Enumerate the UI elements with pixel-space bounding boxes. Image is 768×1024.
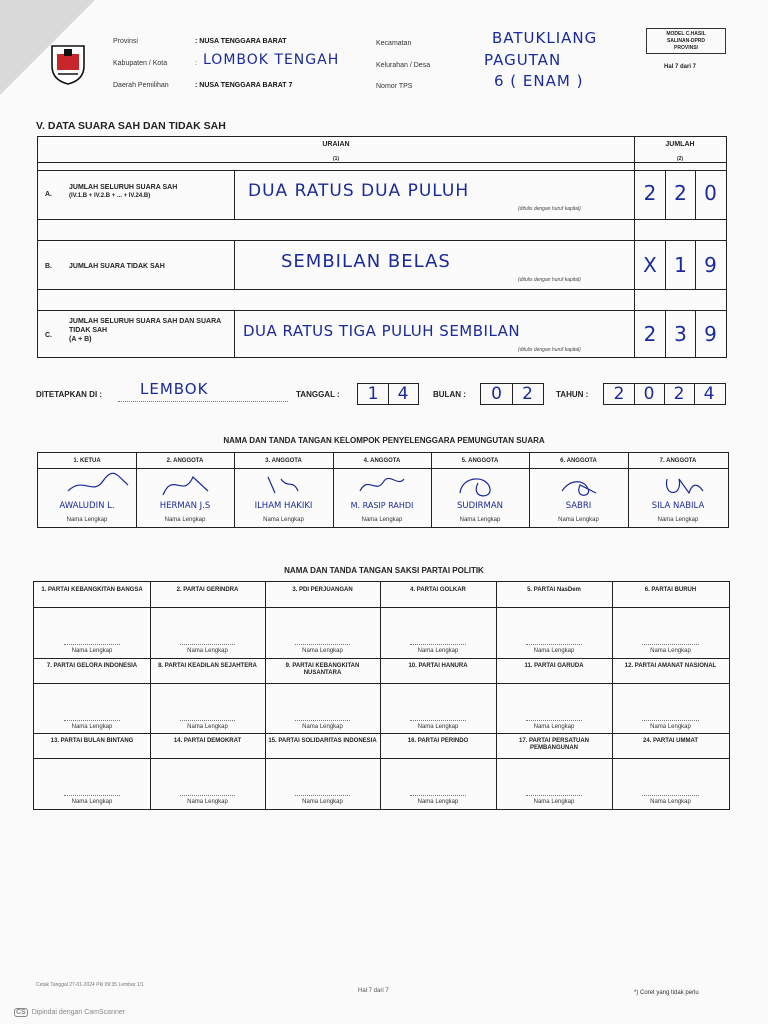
kpps-name-7: SILA NABILA: [651, 501, 705, 511]
vote-summary-table: [37, 136, 727, 358]
kpps-role-7: 7. ANGGOTA: [659, 458, 697, 464]
row-c-capital-note: (ditulis dengan huruf kapital): [518, 347, 581, 353]
dapil-value: : NUSA TENGGARA BARAT 7: [195, 82, 293, 89]
ditetapkan-value: LEMBOK: [140, 380, 209, 398]
tahun-digit-1: 2: [613, 384, 625, 404]
row-b-letter: B.: [45, 263, 52, 270]
kpps-role-2: 2. ANGGOTA: [166, 458, 204, 464]
kelurahan-value: PAGUTAN: [484, 51, 562, 69]
row-c-digit-2: 3: [674, 322, 687, 346]
saksi-party-header: 4. PARTAI GOLKAR: [410, 587, 466, 593]
ditetapkan-dotted-line: [118, 401, 288, 402]
print-info: Cetak Tanggal 27-01-2024 Pkl 09:35 Lembar 1/1: [36, 982, 144, 988]
saksi-name-line: [64, 795, 120, 796]
row-c-label: [69, 317, 229, 344]
row-a-letter: A.: [45, 191, 52, 198]
kpps-caption-7: Nama Lengkap: [657, 517, 699, 523]
header-divider: [38, 162, 726, 163]
kpps-caption-4: Nama Lengkap: [361, 517, 403, 523]
tanggal-box: [357, 383, 419, 405]
tahun-digit-4: 4: [703, 384, 715, 404]
saksi-row-divider-2: [34, 658, 729, 659]
saksi-row-divider-4: [34, 733, 729, 734]
row-b-capital-note: (ditulis dengan huruf kapital): [518, 277, 581, 283]
saksi-name-caption: Nama Lengkap: [302, 799, 343, 805]
saksi-name-line: [410, 795, 466, 796]
scanner-watermark: [14, 1008, 125, 1017]
kpps-role-5: 5. ANGGOTA: [461, 458, 499, 464]
saksi-name-caption: Nama Lengkap: [533, 724, 575, 730]
saksi-name-line: [642, 795, 699, 796]
row-b-digit-3: 9: [704, 253, 717, 277]
kpps-title: NAMA DAN TANDA TANGAN KELOMPOK PENYELENGGARA PEMUNGUTAN SUARA: [223, 436, 545, 445]
camscanner-icon: CS: [16, 1009, 26, 1016]
col-uraian-header: URAIAN: [322, 141, 350, 148]
saksi-party-header: 14. PARTAI DEMOKRAT: [173, 738, 242, 744]
tps-label: Nomor TPS: [376, 83, 413, 90]
saksi-name-caption: Nama Lengkap: [187, 799, 228, 805]
tanggal-digit-1: 1: [367, 384, 379, 404]
row-a: [38, 170, 726, 220]
row-c-words: DUA RATUS TIGA PULUH SEMBILAN: [243, 322, 521, 340]
kpps-name-5: SUDIRMAN: [456, 501, 504, 511]
row-b-label: JUMLAH SUARA TIDAK SAH: [69, 263, 165, 270]
saksi-name-line: [526, 644, 582, 645]
signature-anggota-4: [350, 469, 410, 501]
saksi-name-caption: Nama Lengkap: [302, 724, 343, 730]
row-c-label-text: JUMLAH SELURUH SUARA SAH DAN SUARA TIDAK SAH: [69, 318, 221, 334]
saksi-name-caption: Nama Lengkap: [187, 724, 228, 730]
bulan-label: BULAN :: [433, 390, 466, 399]
saksi-row-divider-5: [34, 758, 729, 759]
tps-value: 6 ( ENAM ): [494, 72, 584, 90]
row-a-label: [69, 183, 229, 201]
saksi-name-line: [410, 720, 466, 721]
row-c-digit-3: 9: [704, 322, 717, 346]
signature-anggota-7: [653, 469, 713, 501]
page-number-top: Hal 7 dari 7: [664, 64, 697, 70]
tanggal-digit-2: 4: [397, 384, 409, 404]
tahun-digit-3: 2: [673, 384, 685, 404]
row-c: [38, 310, 726, 358]
section-title: V. DATA SUARA SAH DAN TIDAK SAH: [36, 120, 226, 132]
saksi-name-caption: Nama Lengkap: [71, 648, 113, 654]
saksi-name-caption: Nama Lengkap: [650, 724, 691, 730]
kecamatan-label: Kecamatan: [376, 40, 412, 47]
row-a-capital-note: (ditulis dengan huruf kapital): [518, 206, 581, 212]
saksi-name-line: [642, 644, 699, 645]
kelurahan-label: Kelurahan / Desa: [376, 62, 431, 69]
signature-anggota-3: [253, 469, 313, 501]
model-box-line-3: PROVINSI: [674, 45, 698, 51]
scanner-text: Dipindai dengan CamScanner: [31, 1009, 126, 1016]
model-box: [646, 28, 726, 54]
saksi-name-caption: Nama Lengkap: [533, 648, 575, 654]
saksi-name-caption: Nama Lengkap: [417, 724, 459, 730]
tahun-box: [603, 383, 726, 405]
saksi-party-header: 17. PARTAI PERSATUAN PEMBANGUNAN: [518, 738, 589, 751]
saksi-name-caption: Nama Lengkap: [533, 799, 575, 805]
saksi-col-divider-5: [612, 582, 613, 809]
row-a-sub: (IV.1.B + IV.2.B + ... + IV.24.B): [69, 193, 151, 199]
saksi-row-divider-1: [34, 607, 729, 608]
kpps-caption-5: Nama Lengkap: [459, 517, 501, 523]
saksi-name-caption: Nama Lengkap: [187, 648, 228, 654]
saksi-name-line: [180, 720, 235, 721]
kpps-role-1: 1. KETUA: [73, 458, 101, 464]
saksi-name-line: [295, 644, 350, 645]
dapil-label: Daerah Pemilihan: [113, 82, 169, 89]
row-a-divider: [234, 171, 235, 219]
saksi-party-header: 9. PARTAI KEBANGKITAN NUSANTARA: [285, 663, 360, 676]
saksi-name-line: [64, 720, 120, 721]
saksi-col-divider-2: [265, 582, 266, 809]
bulan-digit-1: 0: [491, 384, 502, 404]
row-a-words: DUA RATUS DUA PULUH: [248, 181, 470, 201]
saksi-name-caption: Nama Lengkap: [417, 648, 459, 654]
saksi-party-header: 6. PARTAI BURUH: [644, 587, 697, 593]
saksi-name-caption: Nama Lengkap: [650, 799, 691, 805]
saksi-party-header: 24. PARTAI UMMAT: [643, 738, 698, 744]
kpps-caption-3: Nama Lengkap: [263, 517, 304, 523]
kabupaten-value: LOMBOK TENGAH: [203, 52, 340, 68]
strike-note: *) Coret yang tidak perlu: [634, 990, 699, 996]
kabupaten-label: Kabupaten / Kota: [113, 60, 168, 67]
saksi-title: NAMA DAN TANDA TANGAN SAKSI PARTAI POLITIK: [284, 566, 484, 575]
tanggal-label: TANGGAL :: [296, 390, 340, 399]
saksi-name-line: [64, 644, 120, 645]
tahun-digit-2: 0: [643, 384, 655, 404]
saksi-party-header: 1. PARTAI KEBANGKITAN BANGSA: [41, 587, 143, 593]
row-b-digit-1: X: [643, 253, 657, 277]
kpps-name-2: HERMAN J.S: [159, 501, 211, 511]
saksi-name-line: [295, 720, 350, 721]
saksi-party-header: 3. PDI PERJUANGAN: [292, 587, 353, 593]
signature-anggota-2: [153, 469, 223, 501]
bulan-digit-2: 2: [522, 384, 533, 404]
ditetapkan-label: DITETAPKAN DI :: [36, 390, 103, 399]
kpps-caption-6: Nama Lengkap: [558, 517, 599, 523]
row-b: [38, 240, 726, 290]
saksi-party-header: 15. PARTAI SOLIDARITAS INDONESIA: [268, 738, 377, 744]
saksi-row-divider-3: [34, 683, 729, 684]
signature-ketua: [58, 471, 138, 501]
tahun-label: TAHUN :: [556, 390, 589, 399]
row-a-digit-2: 2: [674, 181, 687, 205]
kpps-name-3: ILHAM HAKIKI: [254, 501, 313, 511]
col-jumlah-number: (2): [676, 156, 684, 162]
row-a-digit-3: 0: [704, 181, 717, 205]
saksi-name-line: [180, 795, 235, 796]
saksi-party-header: 8. PARTAI KEADILAN SEJAHTERA: [158, 663, 257, 669]
provinsi-label: Provinsi: [113, 38, 138, 45]
saksi-party-header: 7. PARTAI GELORA INDONESIA: [46, 663, 138, 669]
saksi-party-header: 12. PARTAI AMANAT NASIONAL: [624, 663, 717, 669]
saksi-col-divider-3: [380, 582, 381, 809]
page-number-bottom: Hal 7 dari 7: [358, 988, 389, 994]
saksi-party-header: 10. PARTAI HANURA: [408, 663, 468, 669]
saksi-name-line: [526, 795, 582, 796]
row-c-sub: (A + B): [69, 336, 92, 343]
saksi-name-caption: Nama Lengkap: [650, 648, 691, 654]
saksi-name-caption: Nama Lengkap: [417, 799, 459, 805]
signature-anggota-5: [448, 469, 508, 501]
row-b-divider: [234, 241, 235, 289]
model-box-line-1: MODEL C.HASIL: [666, 31, 706, 37]
kpps-caption-2: Nama Lengkap: [164, 517, 206, 523]
kpps-role-4: 4. ANGGOTA: [363, 458, 401, 464]
row-c-divider: [234, 311, 235, 358]
kpu-emblem-icon: [48, 40, 88, 86]
kecamatan-value: BATUKLIANG: [492, 29, 598, 47]
row-c-digit-1: 2: [643, 322, 657, 346]
saksi-party-header: 16. PARTAI PERINDO: [407, 738, 469, 744]
row-b-words: SEMBILAN BELAS: [281, 251, 451, 272]
kpps-caption-1: Nama Lengkap: [66, 517, 108, 523]
kpps-name-4: M. RASIP RAHDI: [350, 501, 414, 510]
row-b-digit-2: 1: [674, 253, 687, 277]
kpps-role-3: 3. ANGGOTA: [265, 458, 302, 464]
row-c-letter: C.: [45, 332, 52, 339]
saksi-party-header: 13. PARTAI BULAN BINTANG: [50, 738, 134, 744]
saksi-signature-table: [33, 581, 730, 810]
saksi-col-divider-4: [496, 582, 497, 809]
col-jumlah-header: JUMLAH: [665, 141, 695, 148]
saksi-name-caption: Nama Lengkap: [71, 724, 113, 730]
saksi-party-header: 5. PARTAI NasDem: [527, 587, 581, 593]
row-a-digit-1: 2: [643, 181, 657, 205]
saksi-name-line: [295, 795, 350, 796]
col-uraian-number: (1): [332, 156, 340, 162]
kpps-signature-table: [37, 452, 729, 528]
saksi-name-line: [180, 644, 235, 645]
kpps-name-6: SABRI: [565, 501, 592, 511]
kabupaten-colon: :: [195, 60, 197, 67]
saksi-name-line: [526, 720, 582, 721]
saksi-name-caption: Nama Lengkap: [71, 799, 113, 805]
model-box-line-2: SALINAN-DPRD: [666, 38, 706, 44]
saksi-name-line: [642, 720, 699, 721]
kpps-role-6: 6. ANGGOTA: [560, 458, 597, 464]
saksi-party-header: 2. PARTAI GERINDRA: [176, 587, 239, 593]
saksi-col-divider-1: [150, 582, 151, 809]
saksi-name-line: [410, 644, 466, 645]
signature-anggota-6: [550, 473, 610, 503]
saksi-name-caption: Nama Lengkap: [302, 648, 343, 654]
saksi-party-header: 11. PARTAI GARUDA: [524, 663, 584, 669]
row-a-label-text: JUMLAH SELURUH SUARA SAH: [69, 184, 178, 191]
kpps-name-1: AWALUDIN L.: [59, 501, 115, 511]
bulan-box: [480, 383, 544, 405]
provinsi-value: : NUSA TENGGARA BARAT: [195, 38, 287, 45]
